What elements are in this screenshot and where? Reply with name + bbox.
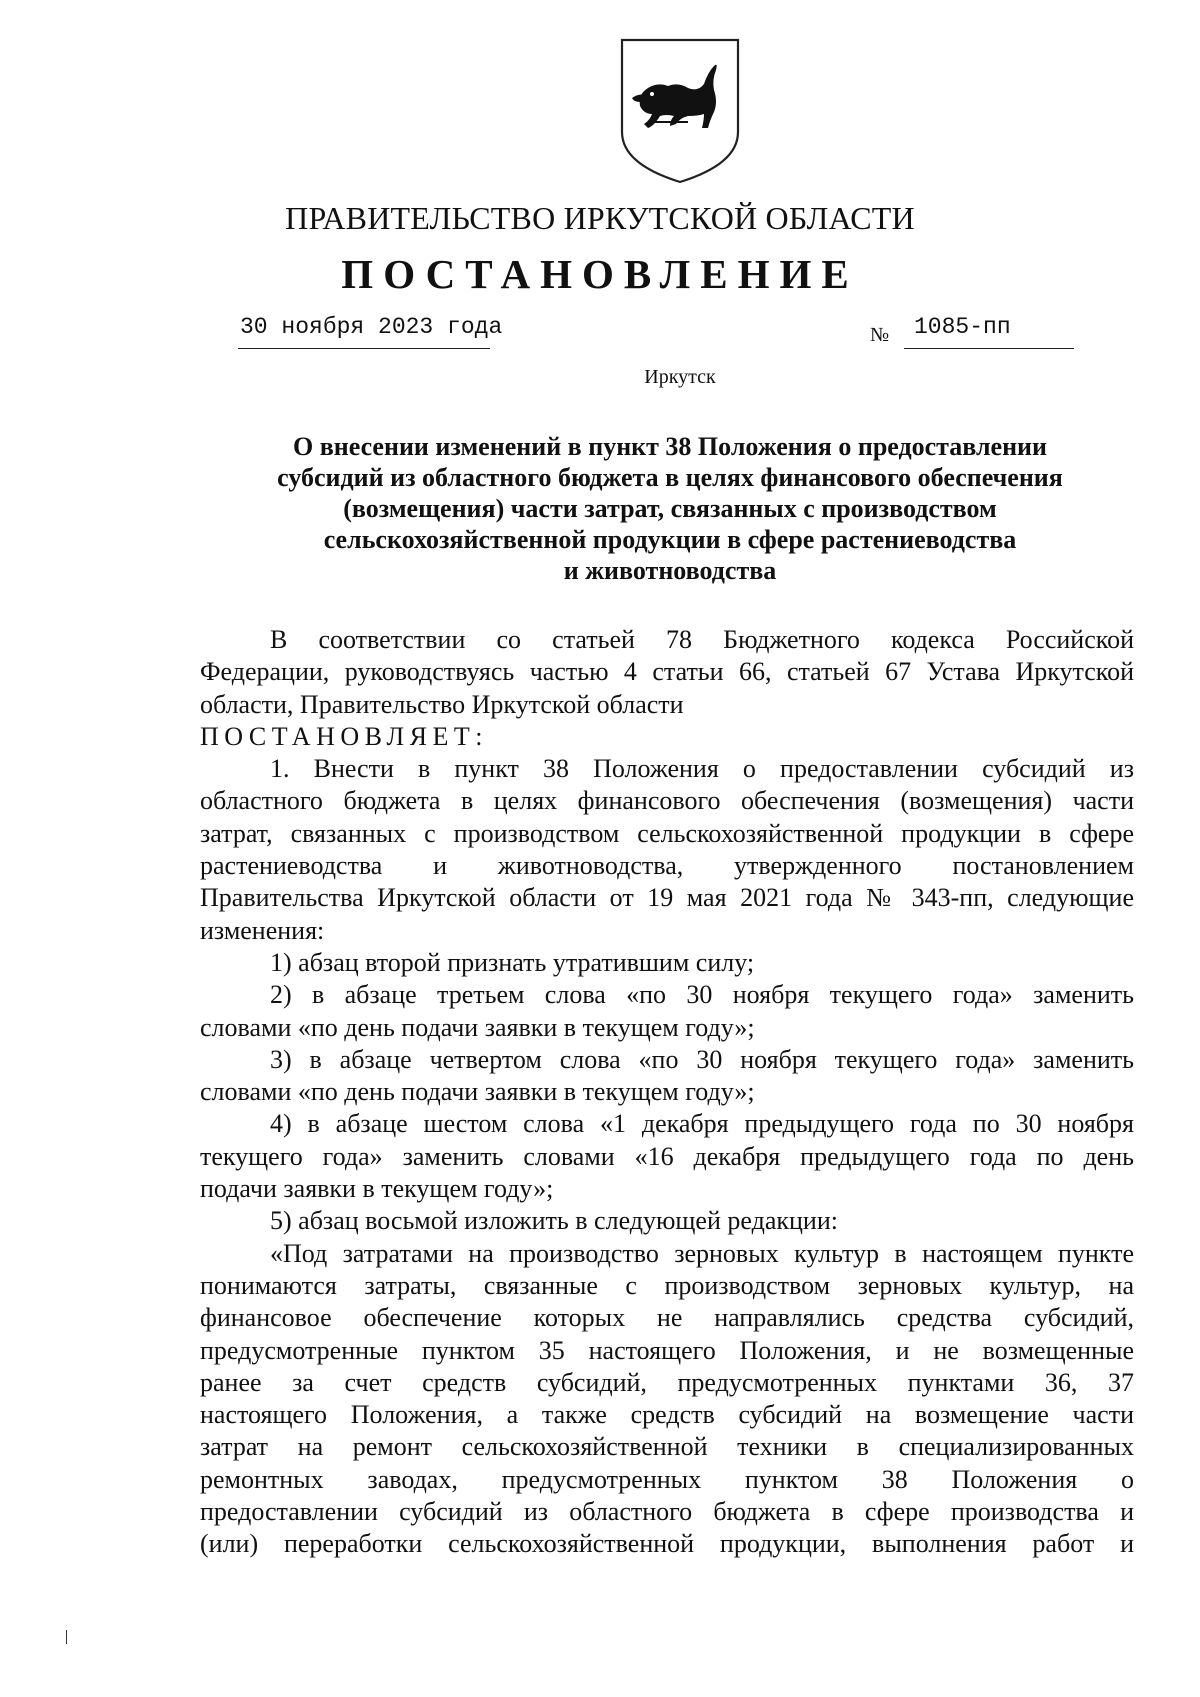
title-line: сельскохозяйственной продукции в сфере растениеводства: [323, 525, 1017, 554]
document-type: ПОСТАНОВЛЕНИЕ: [341, 251, 859, 297]
title-line: субсидий из областного бюджета в целях финансового обеспечения: [277, 463, 1063, 492]
body-line: понимаются затраты, связанные с производством зерновых культур, на: [200, 1270, 1134, 1300]
body-line: ремонтных заводах, предусмотренных пунктом 38 Положения о: [200, 1464, 1134, 1494]
body-line: финансовое обеспечение которых не направлялись средства субсидий,: [200, 1303, 1134, 1333]
body-line: 3) в абзаце четвертом слова «по 30 ноября текущего года» заменить: [270, 1044, 1134, 1074]
body-line: затрат на ремонт сельскохозяйственной техники в специализированных: [200, 1432, 1134, 1462]
body-line: предоставлении субсидий из областного бюджета в сфере производства и: [200, 1497, 1134, 1527]
document-title: [220, 431, 1120, 586]
body-line: 1. Внести в пункт 38 Положения о предоставлении субсидий из: [270, 754, 1134, 784]
body-line: 4) в абзаце шестом слова «1 декабря предыдущего года по 30 ноября: [270, 1109, 1134, 1139]
document-date: 30 ноября 2023 года: [240, 314, 503, 340]
date-field: [238, 310, 503, 349]
body-line: 5) абзац восьмой изложить в следующей редакции:: [270, 1206, 838, 1236]
number-sign: №: [870, 324, 890, 346]
scan-margin-mark: [66, 1630, 67, 1644]
body-line: Правительства Иркутской области от 19 мая 2021 года № 343-пп, следующие: [200, 883, 1134, 913]
document-number: 1085-пп: [914, 314, 1011, 340]
body-line: словами «по день подачи заявки в текущем году»;: [200, 1077, 755, 1107]
city-name: Иркутск: [644, 366, 716, 388]
body-line: 2) в абзаце третьем слова «по 30 ноября текущего года» заменить: [270, 980, 1134, 1010]
body-line: настоящего Положения, а также средств субсидий на возмещение части: [200, 1400, 1134, 1430]
body-line: В соответствии со статьей 78 Бюджетного кодекса Российской: [270, 625, 1134, 654]
body-line: 1) абзац второй признать утратившим силу;: [270, 947, 755, 977]
body-line: подачи заявки в текущем году»;: [200, 1174, 554, 1204]
government-name: ПРАВИТЕЛЬСТВО ИРКУТСКОЙ ОБЛАСТИ: [285, 200, 915, 236]
body-line: текущего года» заменить словами «16 декабря предыдущего года по день: [200, 1141, 1134, 1171]
body-line: области, Правительство Иркутской области: [200, 689, 684, 719]
body-line: ранее за счет средств субсидий, предусмотренных пунктами 36, 37: [200, 1367, 1134, 1397]
body-line: затрат, связанных с производством сельскохозяйственной продукции в сфере: [200, 818, 1134, 848]
coat-of-arms-emblem: [618, 36, 742, 186]
number-field: [904, 310, 1074, 349]
title-line: О внесении изменений в пункт 38 Положения о предоставлении: [292, 432, 1048, 461]
body-line: областного бюджета в целях финансового обеспечения (возмещения) части: [200, 786, 1134, 816]
body-line: словами «по день подачи заявки в текущем году»;: [200, 1012, 755, 1042]
body-line: (или) переработки сельскохозяйственной продукции, выполнения работ и: [200, 1529, 1134, 1559]
title-line: (возмещения) части затрат, связанных с производством: [343, 494, 997, 523]
body-line: изменения:: [200, 915, 325, 945]
body-line: предусмотренные пунктом 35 настоящего Положения, и не возмещенные: [200, 1335, 1134, 1365]
document-body: [200, 624, 1134, 1561]
resolves-heading: ПОСТАНОВЛЯЕТ:: [200, 721, 488, 751]
body-line: Федерации, руководствуясь частью 4 статьи 66, статьей 67 Устава Иркутской: [200, 657, 1134, 687]
title-line: и животноводства: [563, 556, 777, 585]
body-line: растениеводства и животноводства, утвержденного постановлением: [200, 851, 1134, 881]
body-line: «Под затратами на производство зерновых культур в настоящем пункте: [270, 1238, 1134, 1268]
